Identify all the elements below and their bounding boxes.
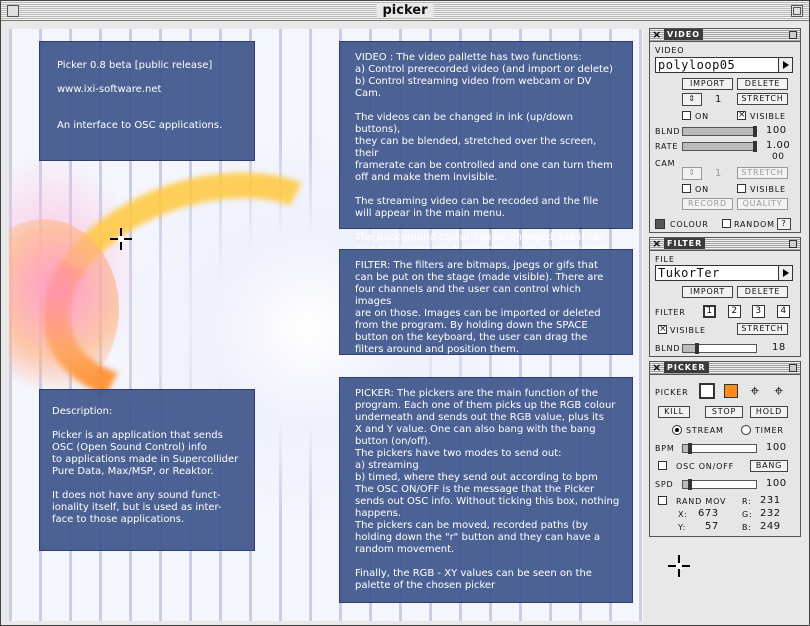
filter-blnd-value: 18 xyxy=(772,342,786,353)
video-delete-button[interactable]: DELETE xyxy=(737,78,788,90)
filter-delete-button[interactable]: DELETE xyxy=(737,286,788,298)
ink-stepper[interactable]: ⇕ xyxy=(682,93,702,106)
osc-checkbox[interactable] xyxy=(658,461,667,470)
blnd-label: BLND xyxy=(655,127,681,136)
close-icon[interactable]: × xyxy=(652,361,662,374)
randmov-label: RAND MOV xyxy=(676,497,727,506)
filter-stretch-button[interactable]: STRETCH xyxy=(737,323,788,335)
cam-on-checkbox[interactable] xyxy=(682,184,691,193)
video-rate-extra: 00 xyxy=(772,152,785,162)
title-bar[interactable] xyxy=(1,1,809,21)
y-value: 57 xyxy=(705,521,719,532)
g-label: G: xyxy=(742,510,753,519)
description-box: Description: Picker is an application that sends OSC (Open Sound Control) info to applications made in Supercollider Pure Data, Max/MSP, or Reaktor. It does not have any sound funct- ionality itself, but is used as inter- face to those applications. xyxy=(39,389,255,551)
cam-visible-checkbox[interactable] xyxy=(737,184,746,193)
filter-visible-label: VISIBLE xyxy=(670,326,706,335)
video-help-box: VIDEO : The video pallette has two functions: a) Control prerecorded video (and import or delete) b) Control streaming video from webcam or DV Cam. The videos can be changed in ink (up/down buttons), they can be blended, stretched over the screen, their framerate can be controlled and one can turn them off and make them invisible. The streaming video can be recoded and the file will appear in the main menu. The background colour can be changed and it can xyxy=(339,41,633,229)
filter-palette-header[interactable] xyxy=(650,238,800,251)
picker-crosshair[interactable] xyxy=(110,228,132,250)
slider-knob[interactable] xyxy=(688,479,692,490)
close-icon[interactable]: × xyxy=(652,237,662,250)
picker-orange-swatch[interactable] xyxy=(724,384,738,398)
osc-label: OSC ON/OFF xyxy=(676,462,734,471)
slider-fill xyxy=(683,128,756,135)
cam-label: CAM xyxy=(655,159,676,168)
slider-knob[interactable] xyxy=(753,126,757,137)
picker-help-box: PICKER: The pickers are the main function of the program. Each one of them picks up the RGB colour underneath and sends out the RGB value, plus its X and Y value. One can also bang with the bang button (on/off). The pickers have two modes to send out: a) streaming b) timed, where they send out according to bpm The OSC ON/OFF is the message that the Picker sends out OSC info. Without ticking this box, nothing happens. The pickers can be moved, recorded paths (by holding down the "r" button and they can have a random movement. Finally, the RGB - XY values can be seen on the palette of the chosen picker xyxy=(339,377,633,603)
cam-ink-value: 1 xyxy=(715,168,722,179)
picker-white-swatch[interactable] xyxy=(699,383,715,399)
kill-button[interactable]: KILL xyxy=(658,406,690,418)
random-checkbox[interactable] xyxy=(722,219,731,228)
filter-file-value: TukorTer xyxy=(658,266,720,280)
spd-slider[interactable] xyxy=(682,480,757,489)
video-blnd-slider[interactable] xyxy=(682,127,757,136)
hold-button[interactable]: HOLD xyxy=(750,406,788,418)
slider-knob[interactable] xyxy=(695,343,699,354)
dropdown-arrow-icon[interactable] xyxy=(778,58,792,72)
filter-file-select[interactable] xyxy=(655,265,793,281)
picker-palette xyxy=(649,361,801,537)
close-icon[interactable]: × xyxy=(652,28,662,41)
video-visible-label: VISIBLE xyxy=(750,112,786,121)
timer-label: TIMER xyxy=(755,426,784,435)
filter-palette xyxy=(649,237,801,357)
filter-channel-3[interactable]: 3 xyxy=(752,305,765,318)
ink-value: 1 xyxy=(715,94,722,105)
cam-on-label: ON xyxy=(695,185,709,194)
picker-select-label: PICKER xyxy=(655,388,689,397)
video-rate-slider[interactable] xyxy=(682,142,757,151)
zoom-box[interactable] xyxy=(791,5,803,17)
r-value: 231 xyxy=(760,495,781,506)
stage[interactable] xyxy=(9,29,643,621)
filter-visible-checkbox[interactable]: × xyxy=(659,324,668,334)
cam-stretch-button[interactable]: STRETCH xyxy=(737,167,788,179)
video-palette-header[interactable] xyxy=(650,29,800,42)
rate-label: RATE xyxy=(655,142,679,151)
video-file-value: polyloop05 xyxy=(658,58,736,72)
bpm-label: BPM xyxy=(655,444,675,453)
y-label: Y: xyxy=(678,523,687,532)
r-label: R: xyxy=(742,497,752,506)
video-palette-title: VIDEO xyxy=(664,29,703,40)
quality-button[interactable]: QUALITY xyxy=(737,198,788,210)
add-picker-icon[interactable]: ⌖ xyxy=(750,381,760,400)
filter-file-label: FILE xyxy=(655,255,675,264)
video-blnd-value: 100 xyxy=(766,125,787,136)
filter-help-box: FILTER: The filters are bitmaps, jpegs or gifs that can be put on the stage (made visible). There are four channels and the user can control which images are on those. Images can be imported or deleted from the program. By holding down the SPACE button on the keyboard, the user can drag the filters around and position them. xyxy=(339,249,633,355)
x-value: 673 xyxy=(698,508,719,519)
filter-channel-2[interactable]: 2 xyxy=(728,305,741,318)
colour-swatch[interactable] xyxy=(655,219,665,229)
bpm-value: 100 xyxy=(766,442,787,453)
window-title: picker xyxy=(377,3,434,18)
video-import-button[interactable]: IMPORT xyxy=(682,78,733,90)
colour-label: COLOUR xyxy=(670,220,709,229)
video-on-label: ON xyxy=(695,112,709,121)
slider-fill xyxy=(683,143,756,150)
filter-channel-4[interactable]: 4 xyxy=(777,305,790,318)
g-value: 232 xyxy=(760,508,781,519)
filter-blnd-label: BLND xyxy=(655,344,681,353)
bang-button[interactable]: BANG xyxy=(750,460,788,472)
video-file-select[interactable] xyxy=(655,57,793,73)
stream-label: STREAM xyxy=(686,426,724,435)
intro-box: Picker 0.8 beta [public release] www.ixi-software.net An interface to OSC applications. xyxy=(39,41,255,161)
picker-palette-header[interactable] xyxy=(650,362,800,375)
filter-channel-label: FILTER xyxy=(655,308,686,317)
collapse-icon[interactable] xyxy=(789,364,797,372)
bpm-slider[interactable] xyxy=(682,444,757,453)
filter-palette-title: FILTER xyxy=(664,238,705,249)
video-stretch-button[interactable]: STRETCH xyxy=(737,93,788,105)
video-visible-checkbox[interactable]: × xyxy=(738,110,747,120)
record-button[interactable]: RECORD xyxy=(682,198,733,210)
x-label: X: xyxy=(678,510,688,519)
stream-radio[interactable] xyxy=(672,425,682,435)
slider-knob[interactable] xyxy=(688,443,692,454)
dropdown-arrow-icon[interactable] xyxy=(778,266,792,280)
randmov-checkbox[interactable] xyxy=(658,496,667,505)
random-label: RANDOM xyxy=(734,220,775,229)
stop-button[interactable]: STOP xyxy=(705,406,743,418)
video-section-label: VIDEO xyxy=(655,46,685,55)
close-box[interactable] xyxy=(7,5,19,17)
filter-import-button[interactable]: IMPORT xyxy=(682,286,733,298)
second-picker-crosshair[interactable] xyxy=(668,555,690,577)
help-button[interactable]: ? xyxy=(777,218,791,230)
filter-channel-1[interactable]: 1 xyxy=(703,305,716,318)
collapse-icon[interactable] xyxy=(789,31,797,39)
cam-visible-label: VISIBLE xyxy=(750,185,786,194)
video-rate-value: 1.00 xyxy=(766,140,791,151)
add-picker-path-icon[interactable]: ⌖ xyxy=(774,381,784,400)
collapse-icon[interactable] xyxy=(789,240,797,248)
filter-blnd-slider[interactable] xyxy=(682,344,757,353)
picker-palette-title: PICKER xyxy=(664,362,709,373)
video-on-checkbox[interactable] xyxy=(682,111,691,120)
spd-value: 100 xyxy=(766,478,787,489)
spd-label: SPD xyxy=(655,480,674,489)
cam-ink-stepper[interactable]: ⇕ xyxy=(682,167,702,180)
slider-knob[interactable] xyxy=(753,141,757,152)
video-palette xyxy=(649,28,801,233)
b-label: B: xyxy=(742,523,752,532)
b-value: 249 xyxy=(760,521,781,532)
timer-radio[interactable] xyxy=(741,425,751,435)
